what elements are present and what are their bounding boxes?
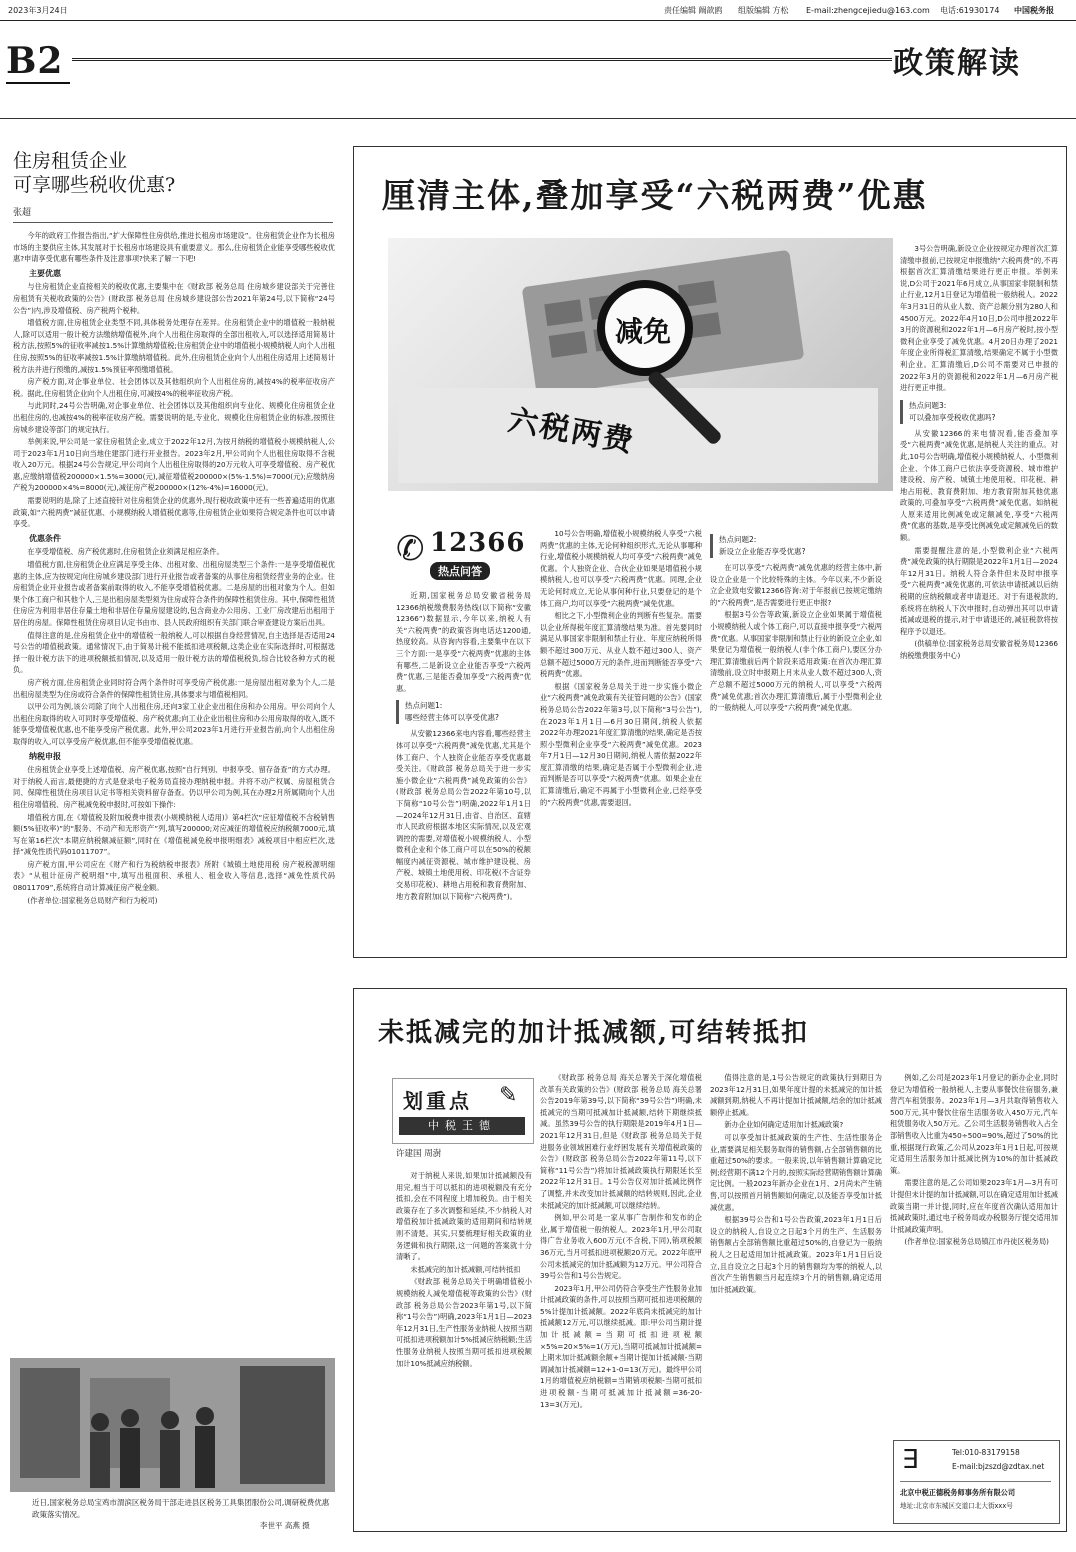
subheading: 未抵减完的加计抵减额,可结转抵扣 xyxy=(410,1264,521,1274)
answer-paragraph: 3号公告明确,新设立企业按规定办理首次汇算清缴申报前,已按规定申报缴纳“六税两费”的,不再根据首次汇算清缴结果进行更正申报。举例来说,D公司于2021年6月成立,从事国家非限制和禁止行业,12月1日登记为增值税一般纳税人。2022年3月31日的从业人数、资产总额分别为280人和4500万元。2022年4月10日,D公司申报2022年3月的资源税和2022年1月—6月房产税时,按小型微利企业享受了减免优惠。4月20日办理了2021年度企业所得税汇算清缴,结果确定不属于小型微利企业。汇算清缴后,D公司不需要对已申报的2022年3月的资源税和2022年1月—6月房产税进行更正申报。 xyxy=(900,244,1058,393)
intro-paragraph: 今年的政府工作报告指出,“扩大保障性住房供给,推进长租房市场建设”。住房租赁企业作为长租房市场的主要供应主体,其发展对于长租房市场建设具有重要意义。那么,住房租赁企业能享受哪些税收优惠?申请享受优惠有哪些条件及注意事项?快来了解一下吧! xyxy=(13,231,335,264)
answer-paragraph: 在可以享受“六税两费”减免优惠的经营主体中,新设立企业是一个比较特殊的主体。今年以来,不少新设立企业致电安徽12366咨询:对于年报前已按规定缴纳的“六税两费”,是否需要进行更正申报? xyxy=(710,563,882,607)
hotline-number: 12366 xyxy=(430,528,526,558)
answer-paragraph: 需要提醒注意的是,小型微利企业“六税两费”减免政策的执行期限是2022年1月1日—2024年12月31日。纳税人符合条件但未及时申报享受“六税两费”减免优惠的,可依法申请抵减以后纳税期的应纳税额或者申请退还。对于有退税款的,系统将在纳税人下次申报时,自动弹出其可以申请抵减或退税的提示,对于申请退还的,减征税款将按程序予以退还。 xyxy=(900,545,1058,636)
top-article-col-3 xyxy=(710,528,882,950)
paragraph: 房产税方面,甲公司应在《财产和行为税纳税申报表》所附《城镇土地使用税 房产税税源明细表》“从租计征房产税明细”中,填写出租面积、承租人、租金收入等信息,选择“减免性质代码08011709”,系统将自动计算减征房产税金额。 xyxy=(13,859,335,893)
paragraph: 房产税方面,住房租赁企业同时符合两个条件时可享受房产税优惠:一是房屋出租对象为个人,二是出租房屋类型为住房或符合条件的保障性租赁住房,具体要求与增值税相同。 xyxy=(13,677,335,699)
hotline-label: 热点问答 xyxy=(430,562,490,580)
column-subtitle: 中税王德 xyxy=(399,1117,525,1135)
sponsor-ad xyxy=(893,1440,1060,1524)
left-article-title-1: 住房租赁企业 xyxy=(13,150,128,172)
section-heading-conditions: 优惠条件 xyxy=(29,533,61,543)
bottom-article-col-3 xyxy=(710,1072,882,1520)
paragraph: 房产税方面,对企事业单位、社会团体以及其他组织向个人出租住房的,减按4%的税率征收房产税。据此,住房租赁企业向个人出租住房,可减按4%的税率征收房产税。 xyxy=(13,377,335,398)
paragraph: 需要注意的是,乙公司如果2023年1月—3月有可计提但未计提的加计抵减额,可以在确定适用加计抵减政策当期一并计提,同时,应在年度首次确认适用加计抵减政策时,通过电子税务局或办税服务厅提交适用加计抵减政策声明。 xyxy=(890,1178,1058,1234)
sponsor-rule xyxy=(900,1481,1051,1482)
bottom-article-col-1 xyxy=(396,1170,532,1520)
bottom-article-authors: 许建国 周澍 xyxy=(396,1149,442,1159)
top-article-col-4 xyxy=(900,243,1058,950)
paragraph: 2023年1月,甲公司仍符合享受生产性服务业加计抵减政策的条件,可以按照当期可抵扣进项税额的5%计提加计抵减额。2022年底尚未抵减完的加计抵减额12万元,可以继续抵减。即:甲公司当期计提加计抵减额=当期可抵扣进项税额×5%=20×5%=1(万元),当期可抵减加计抵减额=上期末加计抵减额余额+当期计提加计抵减额-当期调减加计抵减额=12+1-0=13(万元)。最终甲公司1月的增值税应纳税额=当期销项税额-当期可抵扣进项税额-当期可抵减加计抵减额=36-20-13=3(万元)。 xyxy=(540,1283,702,1409)
paragraph: 例如,乙公司是2023年1月登记的新办企业,同时登记为增值税一般纳税人,主要从事餐饮住宿服务,兼营汽车租赁服务。2023年1月—3月共取得销售收入500万元,其中餐饮住宿生活服务收入450万元,汽车租赁服务收入50万元。乙公司生活服务销售收入占全部销售收入比重为450÷500=90%,超过了50%的比重,根据现行政策,乙公司从2023年1月1日起,可按规定适用生活服务加计抵减比例为10%的加计抵减政策。 xyxy=(890,1073,1058,1175)
issue-date: 2023年3月24日 xyxy=(8,6,68,15)
news-photo xyxy=(10,1358,335,1492)
hot-question-3: 热点问题3: 可以叠加享受税收优惠吗? xyxy=(900,400,1058,424)
left-article-author: 张超 xyxy=(13,208,32,218)
section-heading-filing: 纳税申报 xyxy=(29,751,61,761)
paragraph: 举例来说,甲公司是一家住房租赁企业,成立于2022年12月,为按月纳税的增值税小规模纳税人,公司于2023年1月10日向当地住建部门进行开业报告。2023年2月,甲公司向个人出租住房取得不含税收入20万元。根据24号公告规定,甲公司向个人出租住房取得的20万元收入可享受增值税、房产税优惠,应缴纳增值税200000×1.5%=3000(元),减征增值税200000×(5%-1.5%)=7000(元);应缴纳房产税为200000×4%=8000(元),减征房产税200000×(12%-4%)=16000(元)。 xyxy=(13,437,335,493)
editor-phone: 电话:61930174 xyxy=(940,6,1000,15)
paragraph: 根据39号公告和1号公告政策,2023年1月1日后设立的纳税人,自设立之日起3个月的生产、生活服务销售额占全部销售额比重超过50%的,自登记为一般纳税人之日起适用加计抵减政策。2023年1月1日后设立,且自设立之日起3个月的销售额均为零的纳税人,以首次产生销售额当月起连续3个月的销售额,确定适用加计抵减政策。 xyxy=(710,1215,882,1294)
paragraph: 与住房租赁企业直接相关的税收优惠,主要集中在《财政部 税务总局 住房城乡建设部关于完善住房租赁有关税收政策的公告》(财政部 税务总局 住房城乡建设部公告2021年第24号,以下简称“24号公告”)内,涉及增值税、房产税两个税种。 xyxy=(13,282,335,315)
paragraph: 增值税方面,在《增值税及附加税费申报表(小规模纳税人适用)》第4栏次“应征增值税不含税销售额(5%征收率)”的“服务、不动产和无形资产”列,填写200000;对应减征的增值税应纳税额7000元,填写在第16栏次“本期应纳税额减征额”,同时在《增值税减免税申报明细表》减税项目中相应栏次,选择“减免性质代码01011707”。 xyxy=(13,812,335,857)
author-affiliation: (作者单位:国家税务总局财产和行为税司) xyxy=(27,895,158,905)
paragraph: 值得注意的是,1号公告规定的政策执行到期日为2023年12月31日,如果年度计提的未抵减完的加计抵减额到期,纳税人不再计提加计抵减额,结余的加计抵减额停止抵减。 xyxy=(710,1073,882,1117)
six-taxes-banner: 六税两费 xyxy=(505,403,638,460)
paragraph: 住房租赁企业享受上述增值税、房产税优惠,按照“自行判别、申报享受、留存备查”的方式办理。对于纳税人而言,最便捷的方式是登录电子税务局直接办理纳税申报。并将不动产权属、房屋租赁合同、保障性租赁住房项目认定书等相关资料留存备查。仍以甲公司为例,其在办理2月所属期向个人出租住房增值税、房产税减免税申报时,可按如下操作: xyxy=(13,765,335,809)
responsible-editor: 责任编辑 阚歆鸥 xyxy=(664,6,723,15)
paragraph: 《财政部 税务总局关于明确增值税小规模纳税人减免增值税等政策的公告》(财政部 税务总局公告2023年第1号,以下简称“1号公告”)明确,2023年1月1日—2023年12月31日,生产性服务业纳税人按照当期可抵扣进项税额加计5%抵减应纳税额;生活性服务业纳税人按照当期可抵扣进项税额加计10%抵减应纳税额。 xyxy=(396,1277,532,1368)
author-rule xyxy=(13,222,333,223)
paragraph: 需要说明的是,除了上述直接针对住房租赁企业的优惠外,现行税收政策中还有一些普遍适用的优惠政策,如“六税两费”减征优惠、小规模纳税人增值税优惠等,住房租赁企业如果符合规定条件也可以申请享受。 xyxy=(13,496,335,529)
header-rule xyxy=(72,58,892,61)
phone-icon: ✆ xyxy=(396,529,425,569)
photo-illustration xyxy=(10,1358,335,1492)
answer-paragraph: 根据3号公告等政策,新设立企业如果属于增值税小规模纳税人或个体工商户,可以直接申报享受“六税两费”优惠。从事国家非限制和禁止行业的新设立企业,如果登记为增值税一般纳税人(非个体工商户),要区分办理汇算清缴前后两个阶段来适用政策:在首次办理汇算清缴前,设立时申报期上月末从业人数不超过300人,资产总额不超过5000万元的纳税人,可以享受“六税两费”减免优惠;首次办理汇算清缴后,属于小型微利企业的一般纳税人,可以享受“六税两费”减免优惠。 xyxy=(710,610,882,713)
editor-email: E-mail:zhengcejiedu@163.com xyxy=(806,6,930,15)
hot-question-1: 热点问题1: 哪些经营主体可以享受优惠? xyxy=(396,700,531,724)
section-heading-main: 主要优惠 xyxy=(29,268,61,278)
answer-paragraph: 从安徽12366来电内容看,哪些经营主体可以享受“六税两费”减免优惠,尤其是个体工商户、个人独资企业能否享受优惠最受关注。《财政部 税务总局关于进一步实施小微企业“六税两费”减免政策的公告》(财政部 税务总局公告2022年第10号,以下简称“10号公告”)明确,2022年1月1日—2024年12月31日,由省、自治区、直辖市人民政府根据本地区实际情况,以及宏观调控的需要,对增值税小规模纳税人、小型微利企业和个体工商户可以在50%的税额幅度内减征资源税、城市维护建设税、房产税、城镇土地使用税、印花税(不含证券交易印花税)、耕地占用税和教育费附加、地方教育附加(以下简称“六税两费”)。 xyxy=(396,729,531,901)
column-logo xyxy=(392,1078,534,1144)
relief-seal-text: 减免 xyxy=(615,315,672,348)
layout-editor: 组版编辑 方松 xyxy=(738,6,789,15)
sponsor-phone: Tel:010-83179158 xyxy=(952,1448,1020,1457)
top-article-title: 厘清主体,叠加享受“六税两费”优惠 xyxy=(382,176,928,215)
photo-caption: 近日,国家税务总局宝鸡市渭滨区税务局干部走进县区税务工具集团服份公司,调研税费优惠政策落实情况。 xyxy=(32,1498,330,1519)
left-article-body xyxy=(13,230,335,1322)
answer-paragraph: 根据《国家税务总局关于进一步实施小微企业“六税两费”减免政策有关征管问题的公告》(国家税务总局公告2022年第3号,以下简称“3号公告”),在2023年1月1日—6月30日期间,纳税人依据2022年办理2021年度汇算清缴的结果,确定是否按照小型微利企业享受“六税两费”减免优惠。2023年7月1日—12月30日期间,纳税人需依据2022年度汇算清缴的结果,确定是否属于小型微利企业,进而判断是否可以享受“六税两费”优惠。如果企业在汇算清缴后,确定不再属于小型微利企业,已经享受的“六税两费”优惠,需要退回。 xyxy=(540,681,702,807)
sponsor-logo-icon: ∃ xyxy=(902,1445,919,1475)
paragraph: 增值税方面,住房租赁企业类型不同,具体税务处理存在差异。住房租赁企业中的增值税一般纳税人,除可以适用一般计税方法缴纳增值税外,向个人出租住房取得的全部出租收入,可以选择适用简易计税方法,按照5%的征收率减按1.5%计算缴纳增值税;住房租赁企业中的增值税小规模纳税人向个人出租住房,按照5%的征收率减按1.5%计算缴纳增值税。此外,住房租赁企业向个人出租住房适用上述简易计税方法并进行预缴的,减按1.5%预征率预缴增值税。 xyxy=(13,318,335,374)
bottom-article-col-4 xyxy=(890,1072,1058,1437)
lead-paragraph: 近期,国家税务总局安徽省税务局12366纳税缴费服务热线(以下简称“安徽12366”)数据显示,今年以来,纳税人有关“六税两费”的政策咨询电话达1200通,热度较高。从咨询内容看,主要集中在以下三个方面:一是享受“六税两费”优惠的主体有哪些,二是新设立企业能否享受“六税两费”优惠,三是能否叠加享受“六税两费”优惠。 xyxy=(396,591,531,693)
author-affiliation: (作者单位:国家税务总局镇江市丹徒区税务局) xyxy=(904,1237,1049,1247)
paragraph: 值得注意的是,住房租赁企业中的增值税一般纳税人,可以根据自身经营情况,自主选择是否适用24号公告的增值税政策。通常情况下,由于简易计税不能抵扣进项税额,这类企业在实际选择时,可根据选择一般计税方法下的进项税额抵扣情况,以及适用一般计税方法的增值税税负,综合比较各种方式的税负。 xyxy=(13,630,335,675)
paragraph: 例如,甲公司是一家从事广告制作和发布的企业,属于增值税一般纳税人。2023年1月,甲公司取得广告业务收入600万元(不含税,下同),销项税额36万元,当月可抵扣进项税额20万元。2022年底甲公司未抵减完的加计抵减额为12万元。甲公司符合39号公告和1号公告规定。 xyxy=(540,1213,702,1281)
calculator-illustration xyxy=(388,238,893,491)
photo-credit: 李世平 高燕 摄 xyxy=(260,1521,310,1530)
bottom-article-col-2 xyxy=(540,1072,702,1520)
paragraph: 《财政部 税务总局 海关总署关于深化增值税改革有关政策的公告》(财政部 税务总局 海关总署公告2019年第39号,以下简称“39号公告”)明确,未抵减完的当期可抵减加计抵减额,结转下期继续抵减。虽然39号公告的执行期限是2019年4月1日—2021年12月31日,但是《财政部 税务总局关于促进服务业领域困难行业纾困发展有关增值税政策的公告》(财政部 税务总局公告2022年第11号,以下简称“11号公告”)将加计抵减政策执行期限延长至2022年12月31日。1号公告仅对加计抵减比例作了调整,并未改变加计抵减额的结转规则,因此,企业未抵减完的加计抵减额,可以继续结转。 xyxy=(540,1073,702,1210)
sponsor-email: E-mail:bjzszd@zdtax.net xyxy=(952,1462,1045,1471)
paragraph: 对于纳税人来说,如果加计抵减额没有用完,相当于可以抵扣的进项税额没有充分抵扣,会在不同程度上增加税负。由于相关政策存在了多次调整和延续,不少纳税人对增值税加计抵减政策的适用期间和结转规则不清楚。其实,只要梳理好相关政策的业务逻辑和执行期限,这一问题的答案就十分清晰了。 xyxy=(396,1171,532,1262)
page-code-underline xyxy=(6,82,70,84)
hotline-badge xyxy=(396,528,526,584)
bottom-article-title: 未抵减完的加计抵减额,可结转抵扣 xyxy=(378,1018,810,1048)
paragraph: 增值税方面,住房租赁企业应满足享受主体、出租对象、出租房屋类型三个条件:一是享受增值税优惠的主体,应为按规定向住房城乡建设部门进行开业报告或者备案的从事住房租赁经营业务的企业。住房租赁企业开业报告或者备案前取得的收入,不能享受增值税优惠。二是房屋的出租对象为个人。但如果个体工商户和其他个人,三是出租房屋类型须为住房或符合条件的保障性租赁住房。其中,保障性租赁住房应为利用非居住存量土地和非居住存量房屋建设的,包含商业办公用房、工业厂房改建后出租用于居住的房屋。保障性租赁住房项目认定书由市、县人民政府组织有关部门联合审查建设方案后出具。 xyxy=(13,560,335,627)
top-article-col-1 xyxy=(396,590,531,950)
sponsor-address: 地址:北京市东城区交道口北大街xxx号 xyxy=(900,1502,1013,1510)
answer-paragraph: 10号公告明确,增值税小规模纳税人享受“六税两费”优惠的主体,无论何种组织形式,无论从事哪种行业,增值税小规模纳税人均可享受“六税两费”减免优惠。个人独资企业、合伙企业如果是增值税小规模纳税人,也可以享受“六税两费”优惠。同理,企业无论何时成立,无论从事何种行业,只要登记的是个体工商户,均可以享受“六税两费”减免优惠。 xyxy=(540,529,702,608)
sponsor-company: 北京中税正德税务师事务所有限公司 xyxy=(900,1488,1016,1497)
column-title: 划重点 xyxy=(403,1089,472,1113)
answer-paragraph: 相比之下,小型微利企业的判断有些复杂。需要以企业所得税年度汇算清缴结果为准。首先要同时满足从事国家非限制和禁止行业、年度应纳税所得额不超过300万元、从业人数不超过300人、资产总额不超过5000万元的条件,进而判断能否享受“六税两费”优惠。 xyxy=(540,611,702,679)
pen-icon: ✎ xyxy=(499,1083,518,1108)
section-title: 政策解读 xyxy=(893,46,1021,81)
newspaper-name: 中国税务报 xyxy=(1014,6,1054,15)
top-article-col-2 xyxy=(540,528,702,950)
paragraph: 可以享受加计抵减政策的生产性、生活性服务企业,需要满足相关服务取得的销售额,占全部销售额的比重超过50%的要求。一般来说,以年销售额计算确定比例;经营期不满12个月的,按照实际经营期销售额计算确定比例。一般2023年新办企业在1月、2月尚未产生销售,可以按照首月销售额如何确定,以及能否享受加计抵减优惠。 xyxy=(710,1132,882,1212)
paragraph: 与此同时,24号公告明确,对企事业单位、社会团体以及其他组织向专业化、规模化住房租赁企业出租住房的,也减按4%的税率征收房产税。需要说明的是,专业化、规模化住房租赁企业的标准,按照住房城乡建设等部门的规定执行。 xyxy=(13,401,335,434)
answer-paragraph: 从安徽12366的来电情况看,能否叠加享受“六税两费”减免优惠,是纳税人关注的重点。对此,10号公告明确,增值税小规模纳税人、小型微利企业、个体工商户已依法享受资源税、城市维护建设税、房产税、城镇土地使用税、印花税、耕地占用税、教育费附加、地方教育附加其他优惠政策的,可叠加享受“六税两费”减免优惠。如纳税人原来适用比例减免或定额减免,享受“六税两费”优惠的基数,是享受比例减免或定额减免后的数额。 xyxy=(900,428,1058,543)
source-note: (供稿单位:国家税务总局安徽省税务局12366纳税缴费服务中心) xyxy=(900,639,1058,660)
paragraph: 在享受增值税、房产税优惠时,住房租赁企业须满足相应条件。 xyxy=(27,547,224,557)
subheading: 新办企业如何确定适用加计抵减政策? xyxy=(724,1120,844,1130)
calculator-image xyxy=(388,238,893,491)
left-article-title-2: 可享哪些税收优惠? xyxy=(13,174,176,196)
page-code: B2 xyxy=(6,40,64,82)
hot-question-2: 热点问题2: 新设立企业能否享受优惠? xyxy=(710,534,882,558)
paragraph: 以甲公司为例,该公司除了向个人出租住房,还向3家工业企业出租住房和办公用房。甲公司向个人出租住房取得的收入可同时享受增值税、房产税优惠;向工业企业出租住房和办公用房取得的收入,既不能享受增值税优惠,也不能享受房产税优惠。此外,甲公司2023年1月进行开业报告前,向个人出租住房取得的收入,可以享受房产税优惠,但不能享受增值税优惠。 xyxy=(13,702,335,746)
